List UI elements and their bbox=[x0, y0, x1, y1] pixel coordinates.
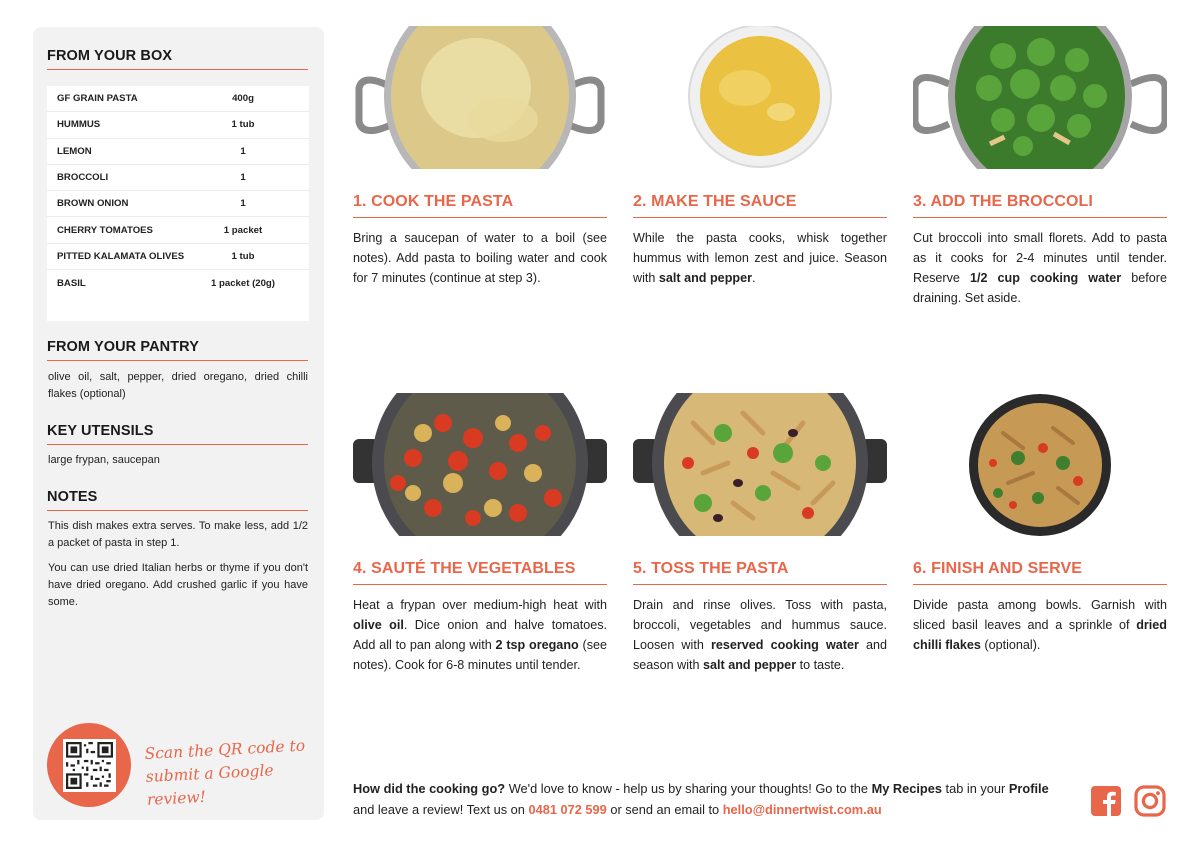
ingredient-quantity: 1 tub bbox=[231, 119, 255, 131]
ingredient-quantity: 400g bbox=[232, 93, 254, 105]
emphasis-text: dried chilli flakes bbox=[913, 618, 1167, 652]
text-run: or send an email to bbox=[606, 802, 723, 817]
emphasis-text: olive oil bbox=[353, 618, 404, 632]
ingredient-quantity: 1 bbox=[240, 172, 246, 184]
box-ingredients-table bbox=[47, 86, 309, 321]
emphasis-text: My Recipes bbox=[871, 781, 942, 796]
box-ingredient-row bbox=[47, 139, 309, 165]
step-2-text bbox=[633, 228, 887, 288]
from-your-pantry-heading: FROM YOUR PANTRY bbox=[47, 339, 308, 361]
box-ingredient-row bbox=[47, 270, 309, 296]
text-run: . Dice onion and halve tomatoes. Add all to pan along with bbox=[353, 618, 608, 652]
text-run: While the pasta cooks, whisk together hummus with lemon zest and juice. Season with bbox=[633, 231, 887, 285]
ingredient-name: BROCCOLI bbox=[57, 172, 109, 184]
ingredient-name: CHERRY TOMATOES bbox=[57, 224, 153, 236]
emphasis-text: 2 tsp oregano bbox=[495, 638, 579, 652]
step-2-title: 2. MAKE THE SAUCE bbox=[633, 193, 887, 218]
text-run: before draining. Set aside. bbox=[913, 271, 1167, 305]
sauce-bowl-photo-icon bbox=[633, 26, 887, 169]
text-run: tab in your bbox=[941, 781, 1009, 796]
ingredient-quantity: 1 packet bbox=[223, 224, 263, 236]
ingredient-quantity: 1 bbox=[240, 198, 246, 210]
qr-badge bbox=[47, 723, 131, 807]
pasta-pot-photo-icon bbox=[353, 26, 607, 169]
step-5-title: 5. TOSS THE PASTA bbox=[633, 560, 887, 585]
ingredient-quantity: 1 bbox=[240, 145, 246, 157]
ingredient-name: BASIL bbox=[57, 277, 86, 289]
emphasis-text: salt and pepper bbox=[703, 658, 797, 672]
emphasis-text: reserved cooking water bbox=[710, 638, 859, 652]
text-run: Divide pasta among bowls. Garnish with sliced basil leaves and a sprinkle of bbox=[913, 598, 1167, 632]
text-run: and leave a review! Text us on bbox=[353, 802, 529, 817]
from-your-box-heading: FROM YOUR BOX bbox=[47, 48, 308, 70]
ingredient-name: BROWN ONION bbox=[57, 198, 129, 210]
step-3-text bbox=[913, 228, 1167, 308]
qr-code[interactable] bbox=[63, 739, 116, 792]
step-1-text bbox=[353, 228, 607, 288]
ingredient-name: HUMMUS bbox=[57, 119, 101, 131]
facebook-icon[interactable] bbox=[1090, 785, 1122, 817]
ingredient-name: LEMON bbox=[57, 145, 92, 157]
step-5-text bbox=[633, 595, 887, 675]
ingredients-sidebar bbox=[33, 27, 324, 820]
box-ingredient-row bbox=[47, 244, 309, 270]
box-ingredient-row bbox=[47, 217, 309, 243]
instagram-icon[interactable] bbox=[1134, 785, 1166, 817]
emphasis-text: salt and pepper bbox=[658, 271, 752, 285]
broccoli-pot-photo-icon bbox=[913, 26, 1167, 169]
note-1: This dish makes extra serves. To make less, add 1/2 a packet of pasta in step 1. bbox=[48, 520, 308, 549]
text-run: Cut broccoli into small florets. Add to pasta as it cooks for 2-4 minutes until tender. Reserve bbox=[913, 231, 1167, 285]
box-ingredient-row bbox=[47, 165, 309, 191]
review-footer-text bbox=[353, 778, 1073, 820]
text-run: Drain and rinse olives. Toss with pasta, broccoli, vegetables and hummus sauce. Loosen with bbox=[633, 598, 887, 652]
text-run: and season with bbox=[633, 638, 887, 672]
ingredient-name: PITTED KALAMATA OLIVES bbox=[57, 250, 185, 262]
step-6-text bbox=[913, 595, 1167, 655]
text-run: (see notes). Cook for 6-8 minutes until tender. bbox=[353, 638, 607, 672]
contact-link[interactable]: 0481 072 599 bbox=[528, 802, 607, 817]
step-3-title: 3. ADD THE BROCCOLI bbox=[913, 193, 1167, 218]
ingredient-quantity: 1 packet (20g) bbox=[211, 277, 275, 289]
box-ingredient-row bbox=[47, 191, 309, 217]
pasta-frypan-photo-icon bbox=[633, 393, 887, 536]
pasta-bowl-photo-icon bbox=[913, 393, 1167, 536]
key-utensils-heading: KEY UTENSILS bbox=[47, 423, 308, 445]
vegetables-frypan-photo-icon bbox=[353, 393, 607, 536]
note-2: You can use dried Italian herbs or thyme if you don't have dried oregano. Add crushed garlic if you have some. bbox=[48, 562, 308, 608]
step-4-title: 4. SAUTÉ THE VEGETABLES bbox=[353, 560, 607, 585]
text-run: (optional). bbox=[980, 638, 1041, 652]
pantry-text: olive oil, salt, pepper, dried oregano, dried chilli flakes (optional) bbox=[48, 371, 308, 400]
box-ingredient-row bbox=[47, 86, 309, 112]
text-run: Heat a frypan over medium-high heat with bbox=[353, 598, 607, 612]
emphasis-text: How did the cooking go? bbox=[353, 781, 506, 796]
ingredient-quantity: 1 tub bbox=[231, 250, 255, 262]
text-run: We'd love to know - help us by sharing your thoughts! Go to the bbox=[505, 781, 872, 796]
text-run: . bbox=[751, 271, 756, 285]
qr-code-icon bbox=[66, 742, 113, 789]
step-1-title: 1. COOK THE PASTA bbox=[353, 193, 607, 218]
ingredient-name: GF GRAIN PASTA bbox=[57, 93, 138, 105]
qr-caption: Scan the QR code to submit a Google review! bbox=[144, 736, 306, 809]
step-4-text bbox=[353, 595, 607, 675]
step-6-title: 6. FINISH AND SERVE bbox=[913, 560, 1167, 585]
notes-heading: NOTES bbox=[47, 489, 308, 511]
emphasis-text: Profile bbox=[1008, 781, 1049, 796]
text-run: to taste. bbox=[796, 658, 845, 672]
contact-link[interactable]: hello@dinnertwist.com.au bbox=[722, 802, 882, 817]
text-run: Bring a saucepan of water to a boil (see notes). Add pasta to boiling water and cook for 7 minutes (continue at step 3). bbox=[353, 231, 607, 285]
box-ingredient-row bbox=[47, 112, 309, 138]
emphasis-text: 1/2 cup cooking water bbox=[969, 271, 1122, 285]
utensils-text: large frypan, saucepan bbox=[48, 454, 160, 466]
